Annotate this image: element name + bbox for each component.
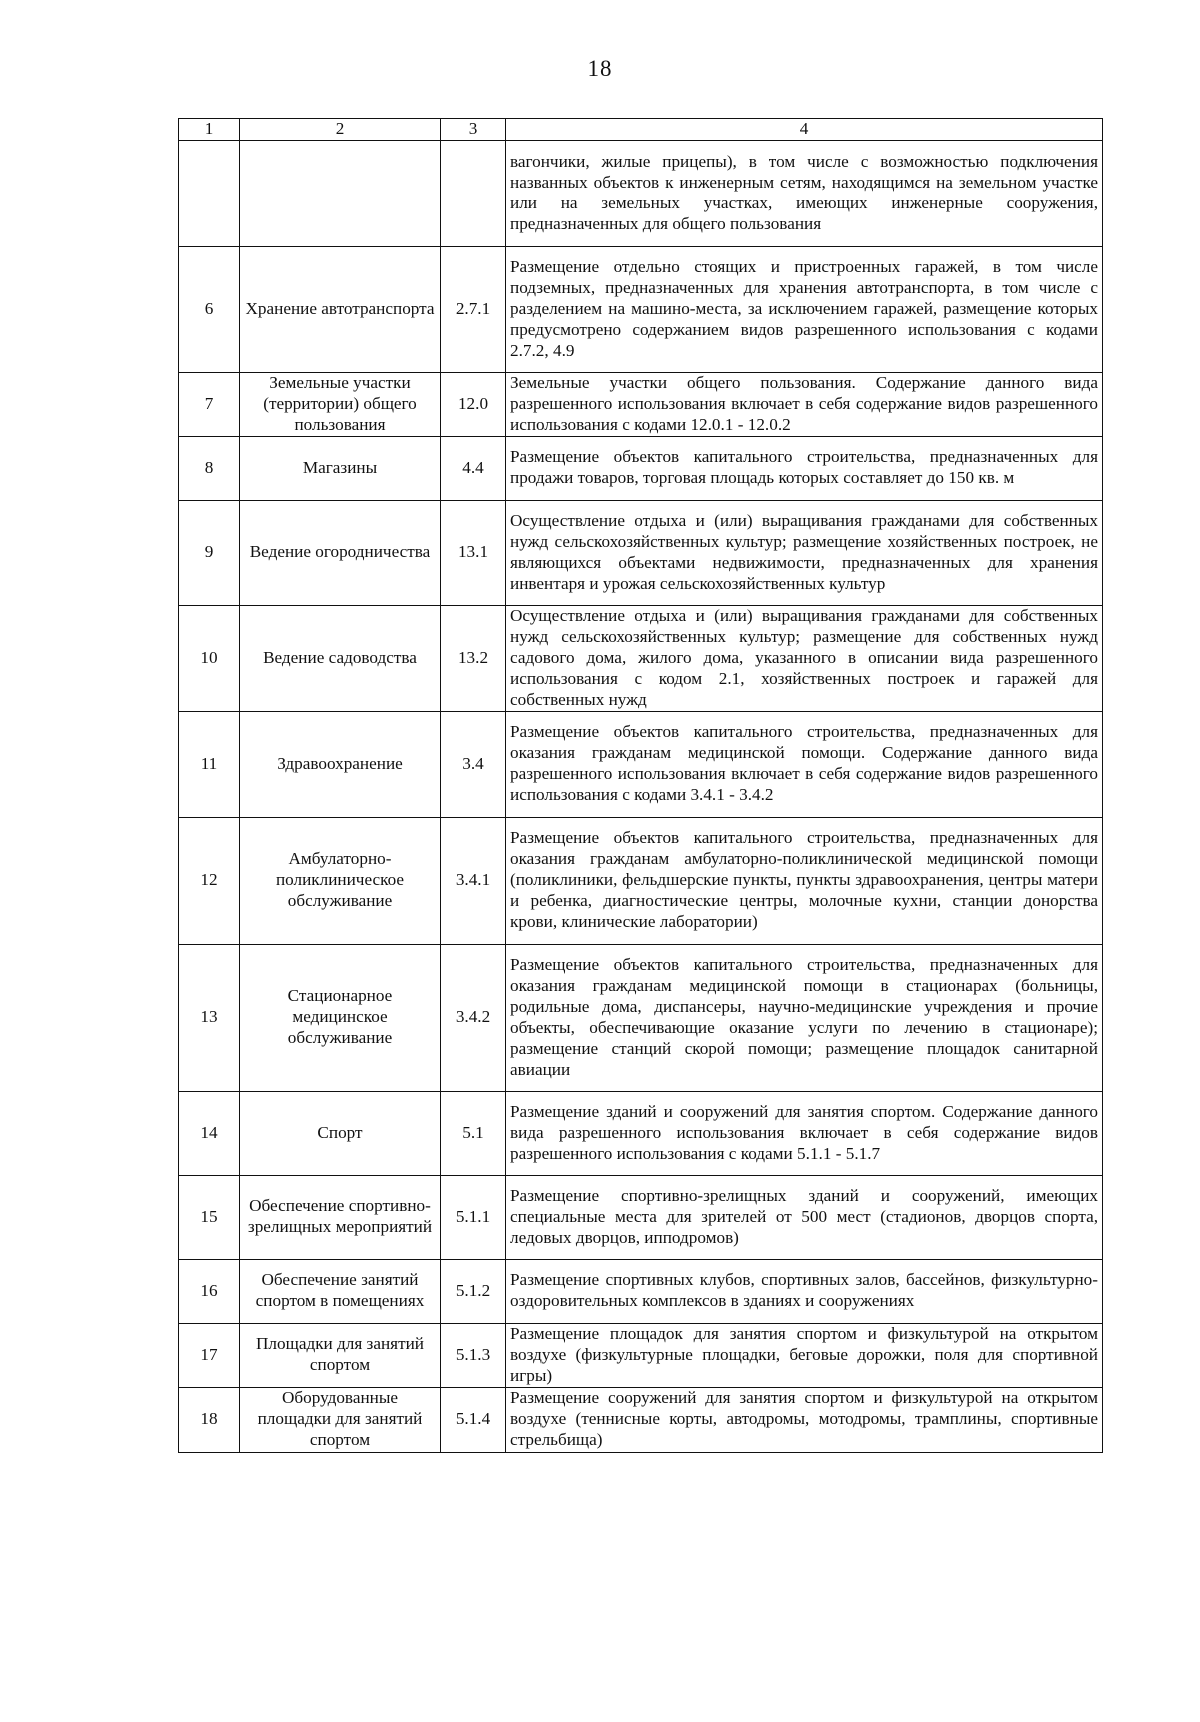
row-number: 9 — [179, 500, 240, 605]
use-type-description: Размещение объектов капитального строительства, предназначенных для оказания гражданам медицинской помощи в стационарах (больницы, родильные дома, диспансеры, научно-медицинские учреждения и прочие объекты, обеспечивающие оказание услуги по лечению в стационаре); размещение станций скорой помощи; размещение площадок санитарной авиации — [506, 944, 1103, 1091]
table-row — [179, 372, 1103, 436]
row-number: 16 — [179, 1259, 240, 1323]
row-number: 15 — [179, 1175, 240, 1259]
table-row — [179, 500, 1103, 605]
use-type-name: Здравоохранение — [240, 711, 441, 817]
row-number — [179, 140, 240, 246]
table-row — [179, 1323, 1103, 1387]
use-type-description: Размещение сооружений для занятия спортом и физкультурой на открытом воздухе (теннисные корты, автодромы, мотодромы, трамплины, спортивные стрельбища) — [506, 1387, 1103, 1452]
table-row — [179, 1387, 1103, 1452]
use-type-name: Амбулаторно-поликлиническое обслуживание — [240, 817, 441, 944]
use-type-name: Оборудованные площадки для занятий спортом — [240, 1387, 441, 1452]
table-header-row — [179, 119, 1103, 141]
use-type-description: Размещение объектов капитального строительства, предназначенных для оказания гражданам медицинской помощи. Содержание данного вида разрешенного использования включает в себя содержание видов разрешенного использования с кодами 3.4.1 - 3.4.2 — [506, 711, 1103, 817]
use-type-code: 2.7.1 — [441, 246, 506, 372]
use-type-name — [240, 140, 441, 246]
table-row — [179, 817, 1103, 944]
table-row — [179, 1091, 1103, 1175]
table-row — [179, 944, 1103, 1091]
use-type-code: 5.1.4 — [441, 1387, 506, 1452]
use-type-description: Размещение зданий и сооружений для занятия спортом. Содержание данного вида разрешенного использования включает в себя содержание видов разрешенного использования с кодами 5.1.1 - 5.1.7 — [506, 1091, 1103, 1175]
header-col-2: 2 — [240, 119, 441, 141]
row-number: 10 — [179, 605, 240, 711]
use-type-description: Размещение спортивных клубов, спортивных залов, бассейнов, физкультурно-оздоровительных комплексов в зданиях и сооружениях — [506, 1259, 1103, 1323]
use-type-name: Хранение автотранспорта — [240, 246, 441, 372]
use-type-code: 3.4 — [441, 711, 506, 817]
use-type-code: 3.4.1 — [441, 817, 506, 944]
row-number: 13 — [179, 944, 240, 1091]
use-type-code: 4.4 — [441, 436, 506, 500]
use-type-code: 5.1 — [441, 1091, 506, 1175]
table-body — [179, 140, 1103, 1452]
row-number: 17 — [179, 1323, 240, 1387]
use-type-description: Осуществление отдыха и (или) выращивания гражданами для собственных нужд сельскохозяйственных культур; размещение для собственных нужд садового дома, жилого дома, указанного в описании вида разрешенного использования с кодом 2.1, хозяйственных построек и гаражей для собственных нужд — [506, 605, 1103, 711]
row-number: 12 — [179, 817, 240, 944]
land-use-table — [178, 118, 1103, 1453]
use-type-name: Обеспечение спортивно-зрелищных мероприятий — [240, 1175, 441, 1259]
use-type-code: 13.2 — [441, 605, 506, 711]
use-type-description: Размещение спортивно-зрелищных зданий и сооружений, имеющих специальные места для зрителей от 500 мест (стадионов, дворцов спорта, ледовых дворцов, ипподромов) — [506, 1175, 1103, 1259]
header-col-4: 4 — [506, 119, 1103, 141]
table-row — [179, 246, 1103, 372]
row-number: 6 — [179, 246, 240, 372]
table-row — [179, 1259, 1103, 1323]
use-type-name: Обеспечение занятий спортом в помещениях — [240, 1259, 441, 1323]
use-type-code: 5.1.3 — [441, 1323, 506, 1387]
use-type-code: 13.1 — [441, 500, 506, 605]
use-type-name: Магазины — [240, 436, 441, 500]
table-row — [179, 605, 1103, 711]
use-type-name: Ведение садоводства — [240, 605, 441, 711]
page-number: 18 — [587, 56, 613, 81]
use-type-code: 12.0 — [441, 372, 506, 436]
row-number: 8 — [179, 436, 240, 500]
header-col-3: 3 — [441, 119, 506, 141]
use-type-name: Спорт — [240, 1091, 441, 1175]
use-type-code: 3.4.2 — [441, 944, 506, 1091]
table-row — [179, 711, 1103, 817]
table-row — [179, 436, 1103, 500]
table-row — [179, 140, 1103, 246]
use-type-name: Ведение огородничества — [240, 500, 441, 605]
table-row — [179, 1175, 1103, 1259]
row-number: 7 — [179, 372, 240, 436]
use-type-code: 5.1.2 — [441, 1259, 506, 1323]
use-type-description: Осуществление отдыха и (или) выращивания гражданами для собственных нужд сельскохозяйственных культур; размещение хозяйственных построек, не являющихся объектами недвижимости, предназначенных для хранения инвентаря и урожая сельскохозяйственных культур — [506, 500, 1103, 605]
row-number: 11 — [179, 711, 240, 817]
row-number: 14 — [179, 1091, 240, 1175]
use-type-code: 5.1.1 — [441, 1175, 506, 1259]
use-type-description: Размещение отдельно стоящих и пристроенных гаражей, в том числе подземных, предназначенных для хранения автотранспорта, в том числе с разделением на машино-места, за исключением гаражей, размещение которых предусмотрено содержанием видов разрешенного использования с кодами 2.7.2, 4.9 — [506, 246, 1103, 372]
header-col-1: 1 — [179, 119, 240, 141]
use-type-name: Стационарное медицинское обслуживание — [240, 944, 441, 1091]
use-type-description: Размещение объектов капитального строительства, предназначенных для оказания гражданам амбулаторно-поликлинической медицинской помощи (поликлиники, фельдшерские пункты, пункты здравоохранения, центры матери и ребенка, диагностические центры, молочные кухни, станции донорства крови, клинические лаборатории) — [506, 817, 1103, 944]
row-number: 18 — [179, 1387, 240, 1452]
use-type-description: вагончики, жилые прицепы), в том числе с возможностью подключения названных объектов к инженерным сетям, находящимся на земельном участке или на земельных участках, имеющих инженерные сооружения, предназначенных для общего пользования — [506, 140, 1103, 246]
use-type-description: Земельные участки общего пользования. Содержание данного вида разрешенного использования включает в себя содержание видов разрешенного использования с кодами 12.0.1 - 12.0.2 — [506, 372, 1103, 436]
use-type-code — [441, 140, 506, 246]
use-type-description: Размещение площадок для занятия спортом и физкультурой на открытом воздухе (физкультурные площадки, беговые дорожки, поля для спортивной игры) — [506, 1323, 1103, 1387]
use-type-name: Земельные участки (территории) общего пользования — [240, 372, 441, 436]
use-type-description: Размещение объектов капитального строительства, предназначенных для продажи товаров, торговая площадь которых составляет до 150 кв. м — [506, 436, 1103, 500]
use-type-name: Площадки для занятий спортом — [240, 1323, 441, 1387]
